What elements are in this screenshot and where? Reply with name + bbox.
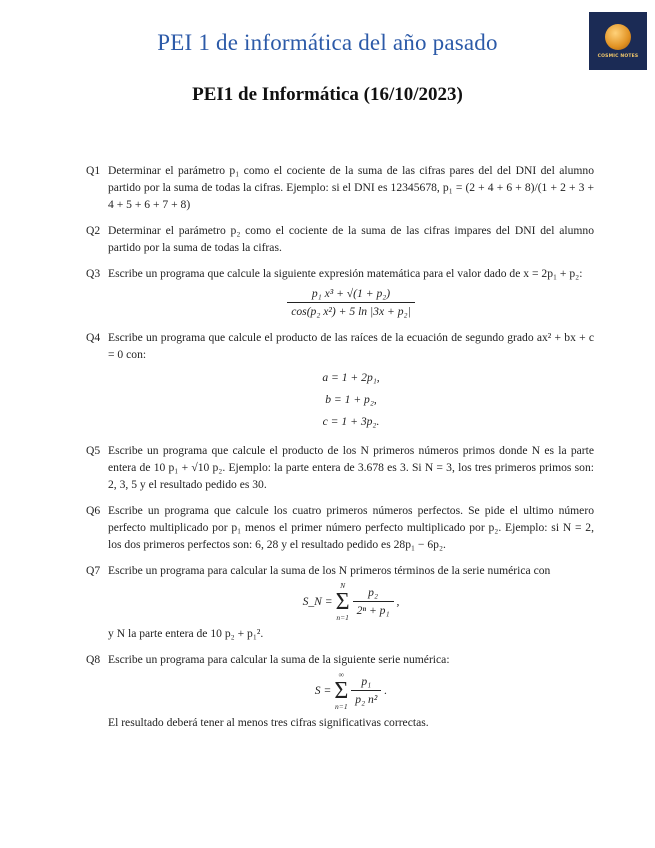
question-label: Q3 [86,267,101,280]
question-text: Escribe un programa que calcule los cuatro primeros números perfectos. Se pide el ultimo número perfecto multiplicado por p₁ menos el primer número perfecto multiplicado por p₂. Ejemplo: si N = 2, los dos primeros perfectos son: 6, 28 y el resultado pedido es 28p₁ − 6p₂. [108,504,594,551]
q3-formula [108,285,594,320]
fraction-numerator: p₂ [353,584,394,602]
equation-c: c = 1 + 3p₂. [322,415,380,428]
question-text: Determinar el parámetro p₁ como el cociente de la suma de las cifras pares del del DNI del alumno partido por la suma de todas la cifras. Ejemplo: si el DNI es 12345678, p₁ = (2 + 4 + 6 + 8)/(1 + 2 + 3 + 4 + 5 + 6 + 7 + 8) [108,164,594,211]
question-text: Escribe un programa para calcular la suma de la siguiente serie numérica: [108,653,450,666]
q7-formula [108,582,594,621]
fraction-denominator: 2ⁿ + p₁ [356,604,390,617]
equation-b: b = 1 + p₂, [325,393,377,406]
fraction-denominator: cos(p₂ x²) + 5 ln |3x + p₂| [291,305,411,318]
question-note: El resultado deberá tener al menos tres cifras significativas correctas. [108,716,429,729]
question-label: Q5 [86,444,101,457]
question-note: y N la parte entera de 10 p₂ + p₁². [108,627,264,640]
question-q3 [86,265,594,320]
fraction-numerator: p₁ [351,673,381,691]
logo-text: COSMIC NOTES [597,53,639,59]
document-title: PEI1 de Informática (16/10/2023) [192,84,463,105]
fraction-numerator: p₁ x³ + √(1 + p₂) [287,285,415,303]
question-text: Escribe un programa que calcule el producto de los N primeros números primos donde N es la parte entera de 10 p₁ + √10 p₂. Ejemplo: la parte entera de 3.678 es 3. Si N = 3, los tres primeros primos son: 2, 3, 5 y el resultado pedido es 30. [108,444,594,491]
fraction [351,673,381,708]
question-q1 [86,162,594,213]
question-q7 [86,562,594,642]
sum-lhs: S = [314,684,332,697]
question-q6 [86,502,594,553]
trailing-punctuation: , [396,595,400,608]
question-label: Q4 [86,331,101,344]
page-header-title: PEI 1 de informática del año pasado [157,30,498,55]
question-q8 [86,651,594,731]
fraction [353,584,394,619]
question-text: Escribe un programa para calcular la suma de los N primeros términos de la serie numérica con [108,564,551,577]
fraction [287,285,415,320]
question-q5 [86,442,594,493]
globe-icon [605,24,631,50]
question-text: Escribe un programa que calcule el producto de las raíces de la ecuación de segundo grado ax² + bx + c = 0 con: [108,331,594,361]
question-label: Q6 [86,504,101,517]
q4-equations [108,367,594,433]
question-label: Q7 [86,564,101,577]
question-label: Q2 [86,224,101,237]
question-text: Escribe un programa que calcule la siguiente expresión matemática para el valor dado de x = 2p₁ + p₂: [108,267,583,280]
cosmic-notes-logo [589,12,647,70]
sigma-icon: ∞ Σ n=1 [334,670,349,711]
question-label: Q8 [86,653,101,666]
question-q4 [86,329,594,433]
sigma-icon: N Σ n=1 [335,581,350,622]
question-q2 [86,222,594,256]
trailing-punctuation: . [384,684,388,697]
sum-lhs: S_N = [302,595,333,608]
q8-formula [108,671,594,710]
fraction-denominator: p₂ n² [355,693,378,706]
question-label: Q1 [86,164,101,177]
question-list [86,162,594,740]
question-text: Determinar el parámetro p₂ como el cociente de la suma de las cifras impares del DNI del alumno partido por la suma de todas la cifras. [108,224,594,254]
equation-a: a = 1 + 2p₁, [322,371,380,384]
